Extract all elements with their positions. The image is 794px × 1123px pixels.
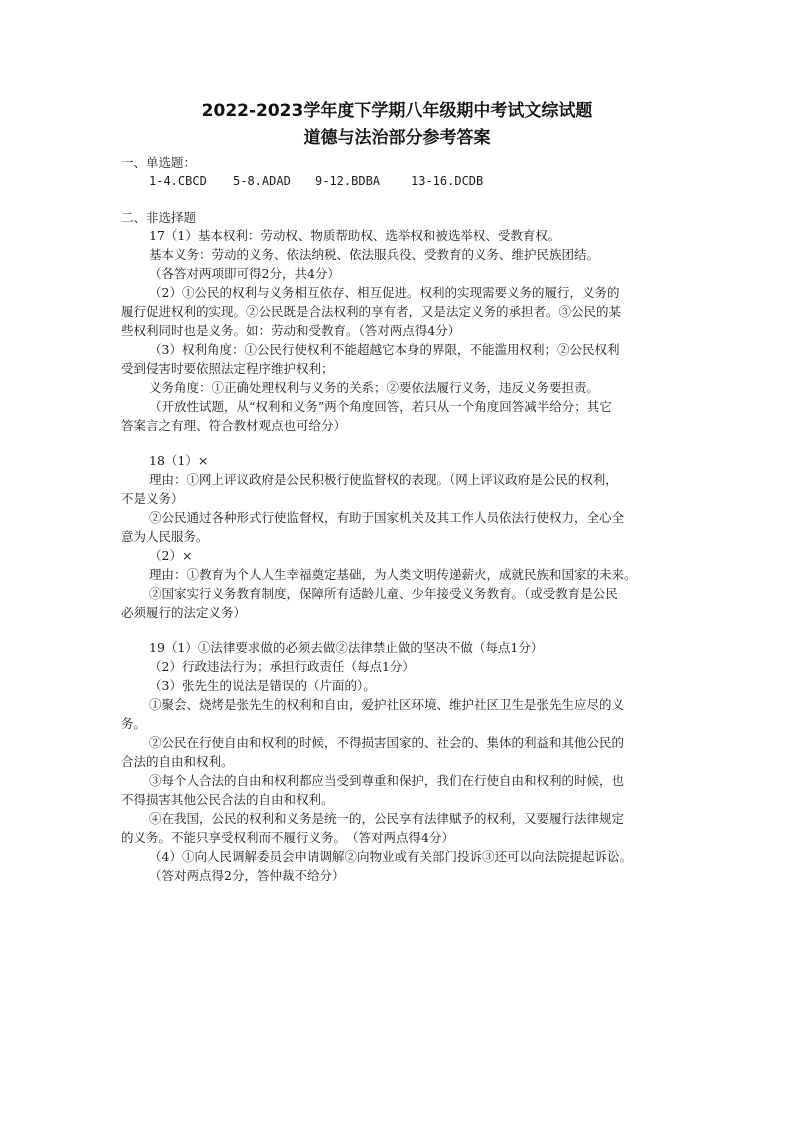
- mc-answer-group: 5-8.ADAD: [233, 174, 291, 188]
- answer-line: 不得损害其他公民合法的自由和权利。: [121, 792, 334, 807]
- answer-line: ②国家实行义务教育制度，保障所有适龄儿童、少年接受义务教育。（或受教育是公民: [149, 586, 618, 601]
- answer-line: （2）×: [149, 548, 193, 563]
- answer-line: 些权利同时也是义务。如：劳动和受教育。（答对两点得4分）: [121, 323, 461, 338]
- answer-line: 19（1）①法律要求做的必须去做②法律禁止做的坚决不做（每点1分）: [149, 640, 544, 655]
- answer-line: 理由：①网上评议政府是公民积极行使监督权的表现。（网上评议政府是公民的权利，: [149, 472, 618, 487]
- answer-line: 履行促进权利的实现。②公民既是合法权利的享有者，又是法定义务的承担者。③公民的某: [121, 304, 622, 319]
- answer-line: （2）①公民的权利与义务相互依存、相互促进。权利的实现需要义务的履行，义务的: [149, 285, 620, 300]
- answer-line: （3）张先生的说法是错误的（片面的）。: [149, 678, 376, 693]
- answer-line: （各答对两项即可得2分，共4分）: [149, 266, 340, 281]
- answer-line: （3）权利角度：①公民行使权利不能超越它本身的界限，不能滥用权利；②公民权利: [149, 342, 620, 357]
- answer-line: 17（1）基本权利：劳动权、物质帮助权、选举权和被选举权、受教育权。: [149, 228, 561, 243]
- document-title: 2022-2023学年度下学期八年级期中考试文综试题: [201, 101, 593, 121]
- document-subtitle: 道德与法治部分参考答案: [303, 128, 491, 148]
- mc-answer-group: 13-16.DCDB: [411, 174, 484, 188]
- answer-line: ④在我国，公民的权利和义务是统一的，公民享有法律赋予的权利，又要履行法律规定: [149, 811, 625, 826]
- answer-line: 答案言之有理、符合教材观点也可给分）: [121, 418, 347, 433]
- answer-line: （答对两点得2分，答仲裁不给分）: [149, 868, 345, 883]
- answer-line: ③每个人合法的自由和权利都应当受到尊重和保护，我们在行使自由和权利的时候，也: [149, 773, 625, 788]
- answer-line: 必须履行的法定义务）: [121, 605, 247, 620]
- answer-line: ①聚会、烧烤是张先生的权利和自由，爱护社区环境、维护社区卫生是张先生应尽的义: [149, 697, 625, 712]
- answer-line: 务。: [121, 716, 147, 731]
- answer-line: （4）①向人民调解委员会申请调解②向物业或有关部门投诉③还可以向法院提起诉讼。: [149, 849, 632, 864]
- answer-line: （2）行政违法行为；承担行政责任（每点1分）: [149, 659, 415, 674]
- answer-line: 意为人民服务。: [121, 529, 209, 544]
- mc-answer-group: 1-4.CBCD: [149, 174, 207, 188]
- answer-line: 义务角度：①正确处理权利与义务的关系；②要依法履行义务，违反义务要担责。: [149, 380, 600, 395]
- answer-line: 不是义务）: [121, 491, 184, 506]
- answer-line: ②公民通过各种形式行使监督权，有助于国家机关及其工作人员依法行使权力，全心全: [149, 510, 625, 525]
- answer-line: 合法的自由和权利。: [121, 754, 234, 769]
- mc-answer-group: 9-12.BDBA: [315, 174, 381, 188]
- answer-line: 18（1）×: [149, 453, 209, 468]
- answer-line: 受到侵害时要依照法定程序维护权利；: [121, 361, 334, 376]
- answer-line: （开放性试题，从“权利和义务”两个角度回答，若只从一个角度回答减半给分；其它: [149, 399, 612, 414]
- answer-line: 基本义务：劳动的义务、依法纳税、依法服兵役、受教育的义务、维护民族团结。: [149, 247, 600, 262]
- section-heading-multiple-choice: 一、单选题：: [121, 155, 197, 170]
- section-heading-non-choice: 二、非选择题: [121, 210, 197, 225]
- answer-line: 的义务。不能只享受权利而不履行义务。 （答对两点得4分）: [121, 830, 454, 845]
- answer-line: 理由：①教育为个人人生幸福奠定基础，为人类文明传递薪火，成就民族和国家的未来。: [149, 567, 637, 582]
- answer-line: ②公民在行使自由和权利的时候，不得损害国家的、社会的、集体的利益和其他公民的: [149, 735, 625, 750]
